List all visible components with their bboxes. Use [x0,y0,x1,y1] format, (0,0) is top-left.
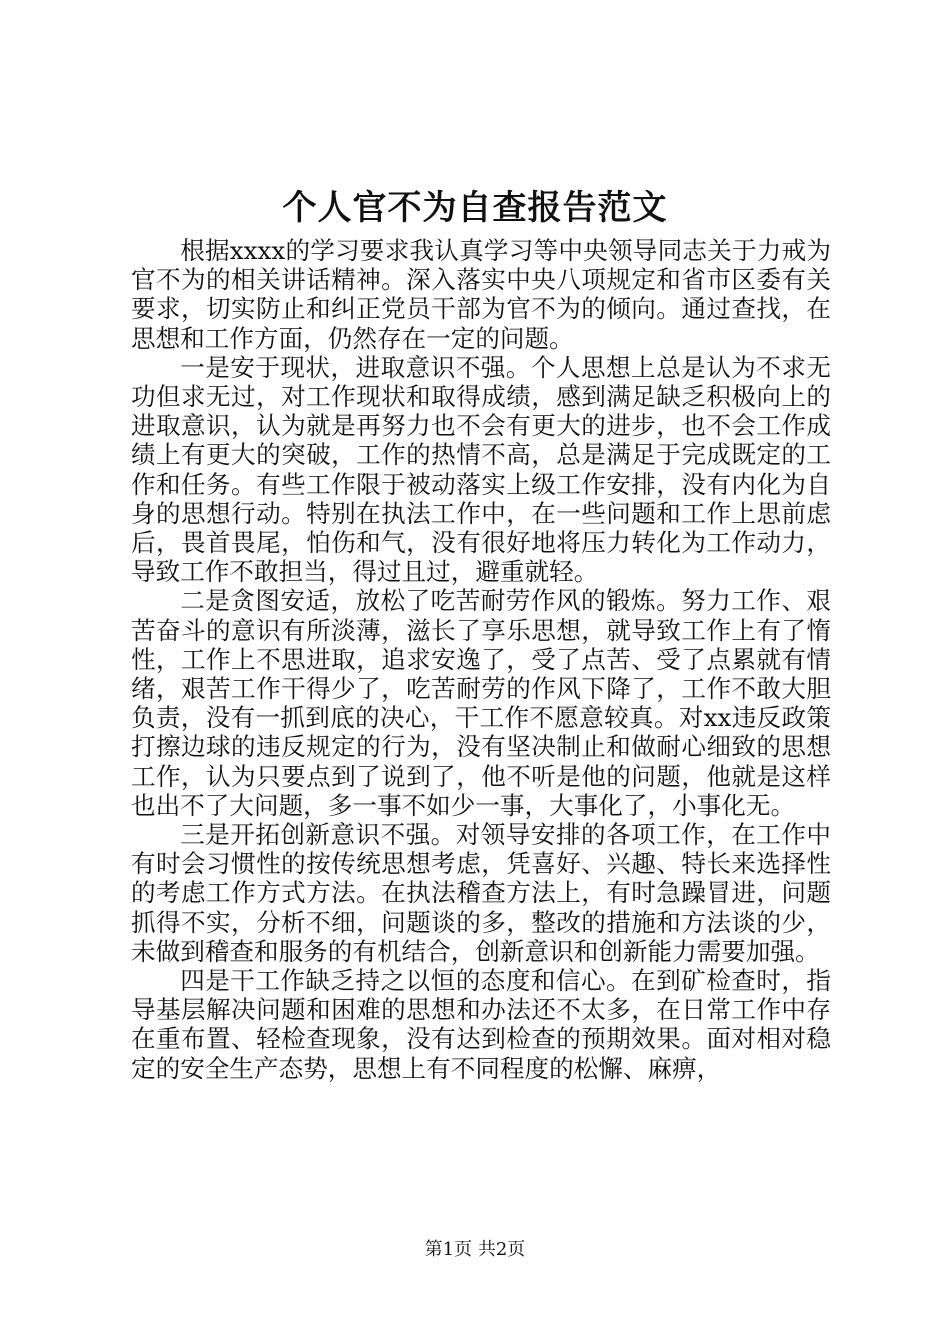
paragraph-point-2: 二是贪图安适，放松了吃苦耐劳作风的锻炼。努力工作、艰苦奋斗的意识有所淡薄，滋长了享乐思想，就导致工作上有了惰性，工作上不思进取，追求安逸了，受了点苦、受了点累就有情绪，艰苦工作干得少了，吃苦耐劳的作风下降了，工作不敢大胆负责，没有一抓到底的决心，干工作不愿意较真。对xx违反政策打擦边球的违反规定的行为，没有坚决制止和做耐心细致的思想工作，认为只要点到了说到了，他不听是他的问题，他就是这样也出不了大问题，多一事不如少一事，大事化了，小事化无。 [131,586,831,820]
paragraph-point-4: 四是干工作缺乏持之以恒的态度和信心。在到矿检查时，指导基层解决问题和困难的思想和办法还不太多，在日常工作中存在重布置、轻检查现象，没有达到检查的预期效果。面对相对稳定的安全生产态势，思想上有不同程度的松懈、麻痹， [131,966,831,1083]
paragraph-intro: 根据xxxx的学习要求我认真学习等中央领导同志关于力戒为官不为的相关讲话精神。深入落实中央八项规定和省市区委有关要求，切实防止和纠正党员干部为官不为的倾向。通过查找，在思想和工作方面，仍然存在一定的问题。 [131,236,831,353]
document-title: 个人官不为自查报告范文 [282,188,668,228]
document-body [131,236,831,1083]
paragraph-point-1: 一是安于现状，进取意识不强。个人思想上总是认为不求无功但求无过，对工作现状和取得成绩，感到满足缺乏积极向上的进取意识，认为就是再努力也不会有更大的进步，也不会工作成绩上有更大的突破，工作的热情不高，总是满足于完成既定的工作和任务。有些工作限于被动落实上级工作安排，没有内化为自身的思想行动。特别在执法工作中，在一些问题和工作上思前虑后，畏首畏尾，怕伤和气，没有很好地将压力转化为工作动力，导致工作不敢担当，得过且过，避重就轻。 [131,352,831,587]
page-footer: 第1页 共2页 [424,1239,526,1260]
paragraph-point-3: 三是开拓创新意识不强。对领导安排的各项工作，在工作中有时会习惯性的按传统思想考虑，凭喜好、兴趣、特长来选择性的考虑工作方式方法。在执法稽查方法上，有时急躁冒进，问题抓得不实，分析不细，问题谈的多，整改的措施和方法谈的少，未做到稽查和服务的有机结合，创新意识和创新能力需要加强。 [131,820,831,966]
